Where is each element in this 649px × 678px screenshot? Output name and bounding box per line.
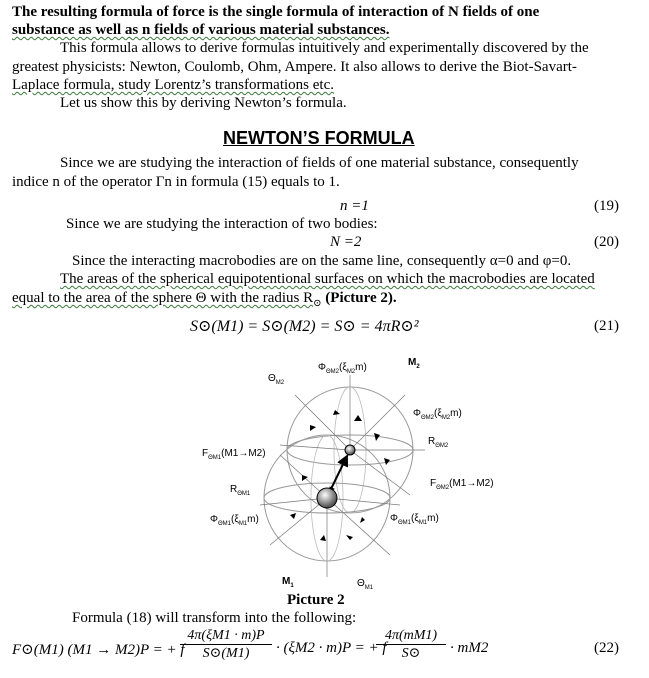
body-m1 — [317, 488, 337, 508]
body-p2: Since we are studying the interaction of two bodies: — [66, 216, 378, 232]
equation-20: N =2 — [330, 234, 362, 250]
equation-19: n =1 — [340, 198, 369, 214]
label-m1: $M_1$ — [282, 576, 294, 589]
label-phi-top: $\Phi_{\Theta M2}(\xi_{M2}m)$ — [318, 362, 367, 375]
equation-20-number: (20) — [594, 234, 619, 250]
intro-para2-line1: This formula allows to derive formulas intuitively and experimentally discovered by the — [60, 40, 589, 56]
label-r-m2: $R_{\Theta M2}$ — [428, 436, 449, 449]
equation-22-frac1: 4π(ξM1 · m)P S⊙(M1) — [180, 628, 272, 662]
equation-22-frac2: 4π(mM1) S⊙ — [376, 628, 446, 662]
figure-caption: Picture 2 — [287, 592, 345, 608]
label-phi-lower-right: $\Phi_{\Theta M1}(\xi_{M1}m)$ — [390, 513, 439, 526]
equation-22-mid: · (ξM2 · m)P = + f — [276, 640, 387, 656]
label-phi-left: $\Phi_{\Theta M1}(\xi_{M1}m)$ — [210, 514, 259, 527]
field-arrows — [290, 410, 390, 541]
force-arrow-down — [330, 455, 348, 492]
body-p4-line1: The areas of the spherical equipotentional surfaces on which the macrobodies are located — [60, 271, 595, 287]
radial-lines — [260, 375, 425, 577]
intro-line-1: The resulting formula of force is the single formula of interaction of N fields of one — [12, 4, 540, 20]
footer-transform-text: Formula (18) will transform into the following: — [72, 610, 357, 626]
body-p3: Since the interacting macrobodies are on the same line, consequently α=0 and φ=0. — [72, 253, 572, 269]
equation-22-tail: · mM2 — [450, 640, 489, 656]
label-theta-m1: $\Theta_{M1}$ — [357, 578, 374, 591]
body-p4-line2: equal to the area of the sphere Θ with the radius $R_⊙$ (Picture 2). — [12, 290, 397, 309]
body-p1-line1: Since we are studying the interaction of fields of one material substance, consequently — [60, 155, 579, 171]
intro-para2-line2: greatest physicists: Newton, Coulomb, Ohm, Ampere. It also allows to derive the Biot-Savart- — [12, 59, 577, 75]
label-f-right: $F_{\Theta M2}(M1\to M2)$ — [430, 478, 494, 491]
intro-para2-line3: Laplace formula, study Lorentz’s transformations etc. — [12, 77, 334, 93]
intro-line-2: substance as well as n fields of various material substances. — [12, 22, 390, 38]
label-f-left: $F_{\Theta M1}(M1\to M2)$ — [202, 448, 266, 461]
label-m2: $M_2$ — [408, 357, 420, 370]
label-phi-right: $\Phi_{\Theta M2}(\xi_{M2}m)$ — [413, 408, 462, 421]
body-p1-line2: indice n of the operator Γn in formula (15) equals to 1. — [12, 174, 340, 190]
section-heading: NEWTON’S FORMULA — [223, 128, 415, 148]
equation-22-left: F⊙(M1) (M1 → M2)P = + f — [12, 642, 185, 658]
equation-19-number: (19) — [594, 198, 619, 214]
body-m2 — [345, 445, 355, 455]
picture-2-diagram — [190, 355, 490, 595]
equation-21: S⊙(M1) = S⊙(M2) = S⊙ = 4πR⊙² — [190, 318, 419, 335]
equation-22-number: (22) — [594, 640, 619, 656]
label-r-m1: $R_{\Theta M1}$ — [230, 484, 251, 497]
intro-para3: Let us show this by deriving Newton’s formula. — [60, 95, 347, 111]
label-theta-m2: $\Theta_{M2}$ — [268, 373, 285, 386]
equation-21-number: (21) — [594, 318, 619, 334]
